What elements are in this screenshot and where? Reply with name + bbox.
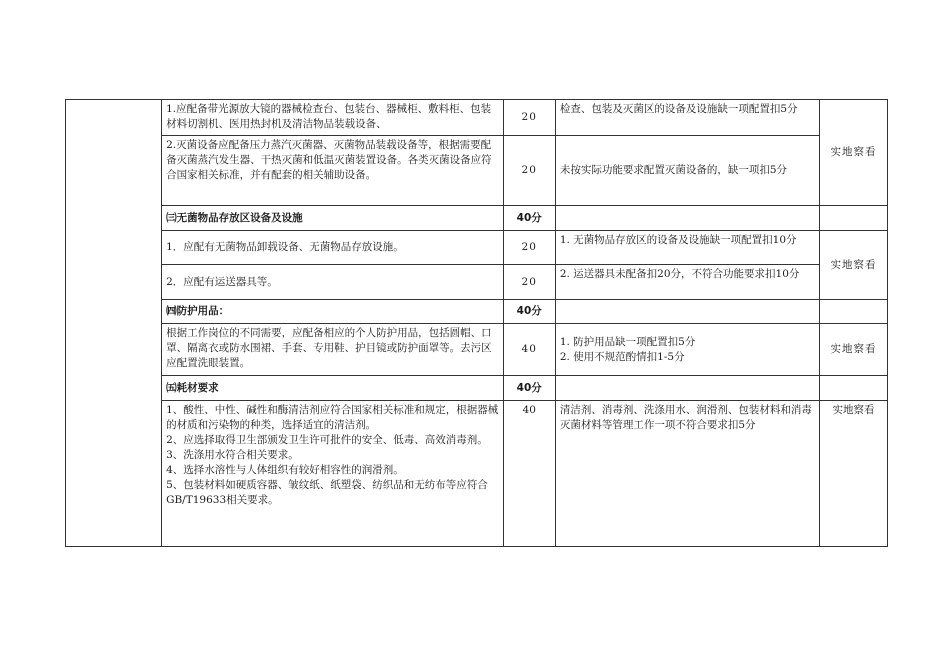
score-cell: 40 xyxy=(503,324,555,376)
requirement-item: 1、酸性、中性、碱性和酶清洁剂应符合国家相关标准和规定，根据器械的材质和污染物的种类，选择适宜的清洁剂。 xyxy=(166,404,499,431)
section-heading: ㈤耗材要求 xyxy=(162,376,504,401)
requirement-cell: 1．应配有无菌物品卸载设备、无菌物品存放设施。 xyxy=(162,231,504,265)
requirement-cell: 2．应配有运送器具等。 xyxy=(162,265,504,300)
method-cell: 实地察看 xyxy=(820,324,888,376)
empty-cell xyxy=(555,300,819,324)
section-score: 40分 xyxy=(503,300,555,324)
requirement-cell: 1.应配备带光源放大镜的器械检查台、包装台、器械柜、敷料柜、包装材料切割机、医用热封机及清洁物品装载设备、 xyxy=(162,100,504,136)
deduction-cell: 2. 运送器具未配备扣20分，不符合功能要求扣10分 xyxy=(555,265,819,300)
section-score: 40分 xyxy=(503,206,555,231)
deduction-line: 2. 使用不规范酌情扣1-5分 xyxy=(559,350,685,363)
requirement-cell xyxy=(162,401,504,547)
empty-cell xyxy=(820,206,888,231)
deduction-cell: 未按实际功能要求配置灭菌设备的，缺一项扣5分 xyxy=(555,136,819,206)
method-cell: 实地察看 xyxy=(820,401,888,547)
deduction-line: 1. 防护用品缺一项配置扣5分 xyxy=(559,335,696,348)
section-score: 40分 xyxy=(503,376,555,401)
score-cell: 20 xyxy=(503,265,555,300)
requirement-item: 2、应选择取得卫生部颁发卫生许可批件的安全、低毒、高效消毒剂。 xyxy=(166,434,488,446)
category-cell xyxy=(66,100,162,547)
requirement-item: 5、包装材料如硬质容器、皱纹纸、纸塑袋、纺织品和无纺布等应符合GB/T19633相关要求。 xyxy=(166,479,488,506)
score-cell: 20 xyxy=(503,231,555,265)
score-cell: 20 xyxy=(503,100,555,136)
empty-cell xyxy=(820,376,888,401)
method-cell: 实地察看 xyxy=(820,231,888,300)
empty-cell xyxy=(820,300,888,324)
deduction-cell: 1. 无菌物品存放区的设备及设施缺一项配置扣10分 xyxy=(555,231,819,265)
deduction-cell: 清洁剂、消毒剂、洗涤用水、润滑剂、包装材料和消毒灭菌材料等管理工作一项不符合要求扣5分 xyxy=(555,401,819,547)
requirement-item: 4、选择水溶性与人体组织有较好相容性的润滑剂。 xyxy=(166,464,404,476)
inspection-standards-table xyxy=(65,99,888,547)
score-cell: 20 xyxy=(503,136,555,206)
deduction-cell: 检查、包装及灭菌区的设备及设施缺一项配置扣5分 xyxy=(555,100,819,136)
requirement-cell: 根据工作岗位的不同需要，应配备相应的个人防护用品，包括圆帽、口罩、隔离衣或防水围裙、手套、专用鞋、护目镜或防护面罩等。去污区应配置洗眼装置。 xyxy=(162,324,504,376)
requirement-cell: 2.灭菌设备应配备压力蒸汽灭菌器、灭菌物品装载设备等，根据需要配备灭菌蒸汽发生器、干热灭菌和低温灭菌装置设备。各类灭菌设备应符合国家相关标准，并有配套的相关辅助设备。 xyxy=(162,136,504,206)
empty-cell xyxy=(555,376,819,401)
empty-cell xyxy=(555,206,819,231)
section-heading: ㈣防护用品： xyxy=(162,300,504,324)
method-cell: 实地察看 xyxy=(820,100,888,206)
section-heading: ㈢无菌物品存放区设备及设施 xyxy=(162,206,504,231)
score-cell: 40 xyxy=(503,401,555,547)
requirement-item: 3、洗涤用水符合相关要求。 xyxy=(166,449,299,461)
deduction-cell xyxy=(555,324,819,376)
